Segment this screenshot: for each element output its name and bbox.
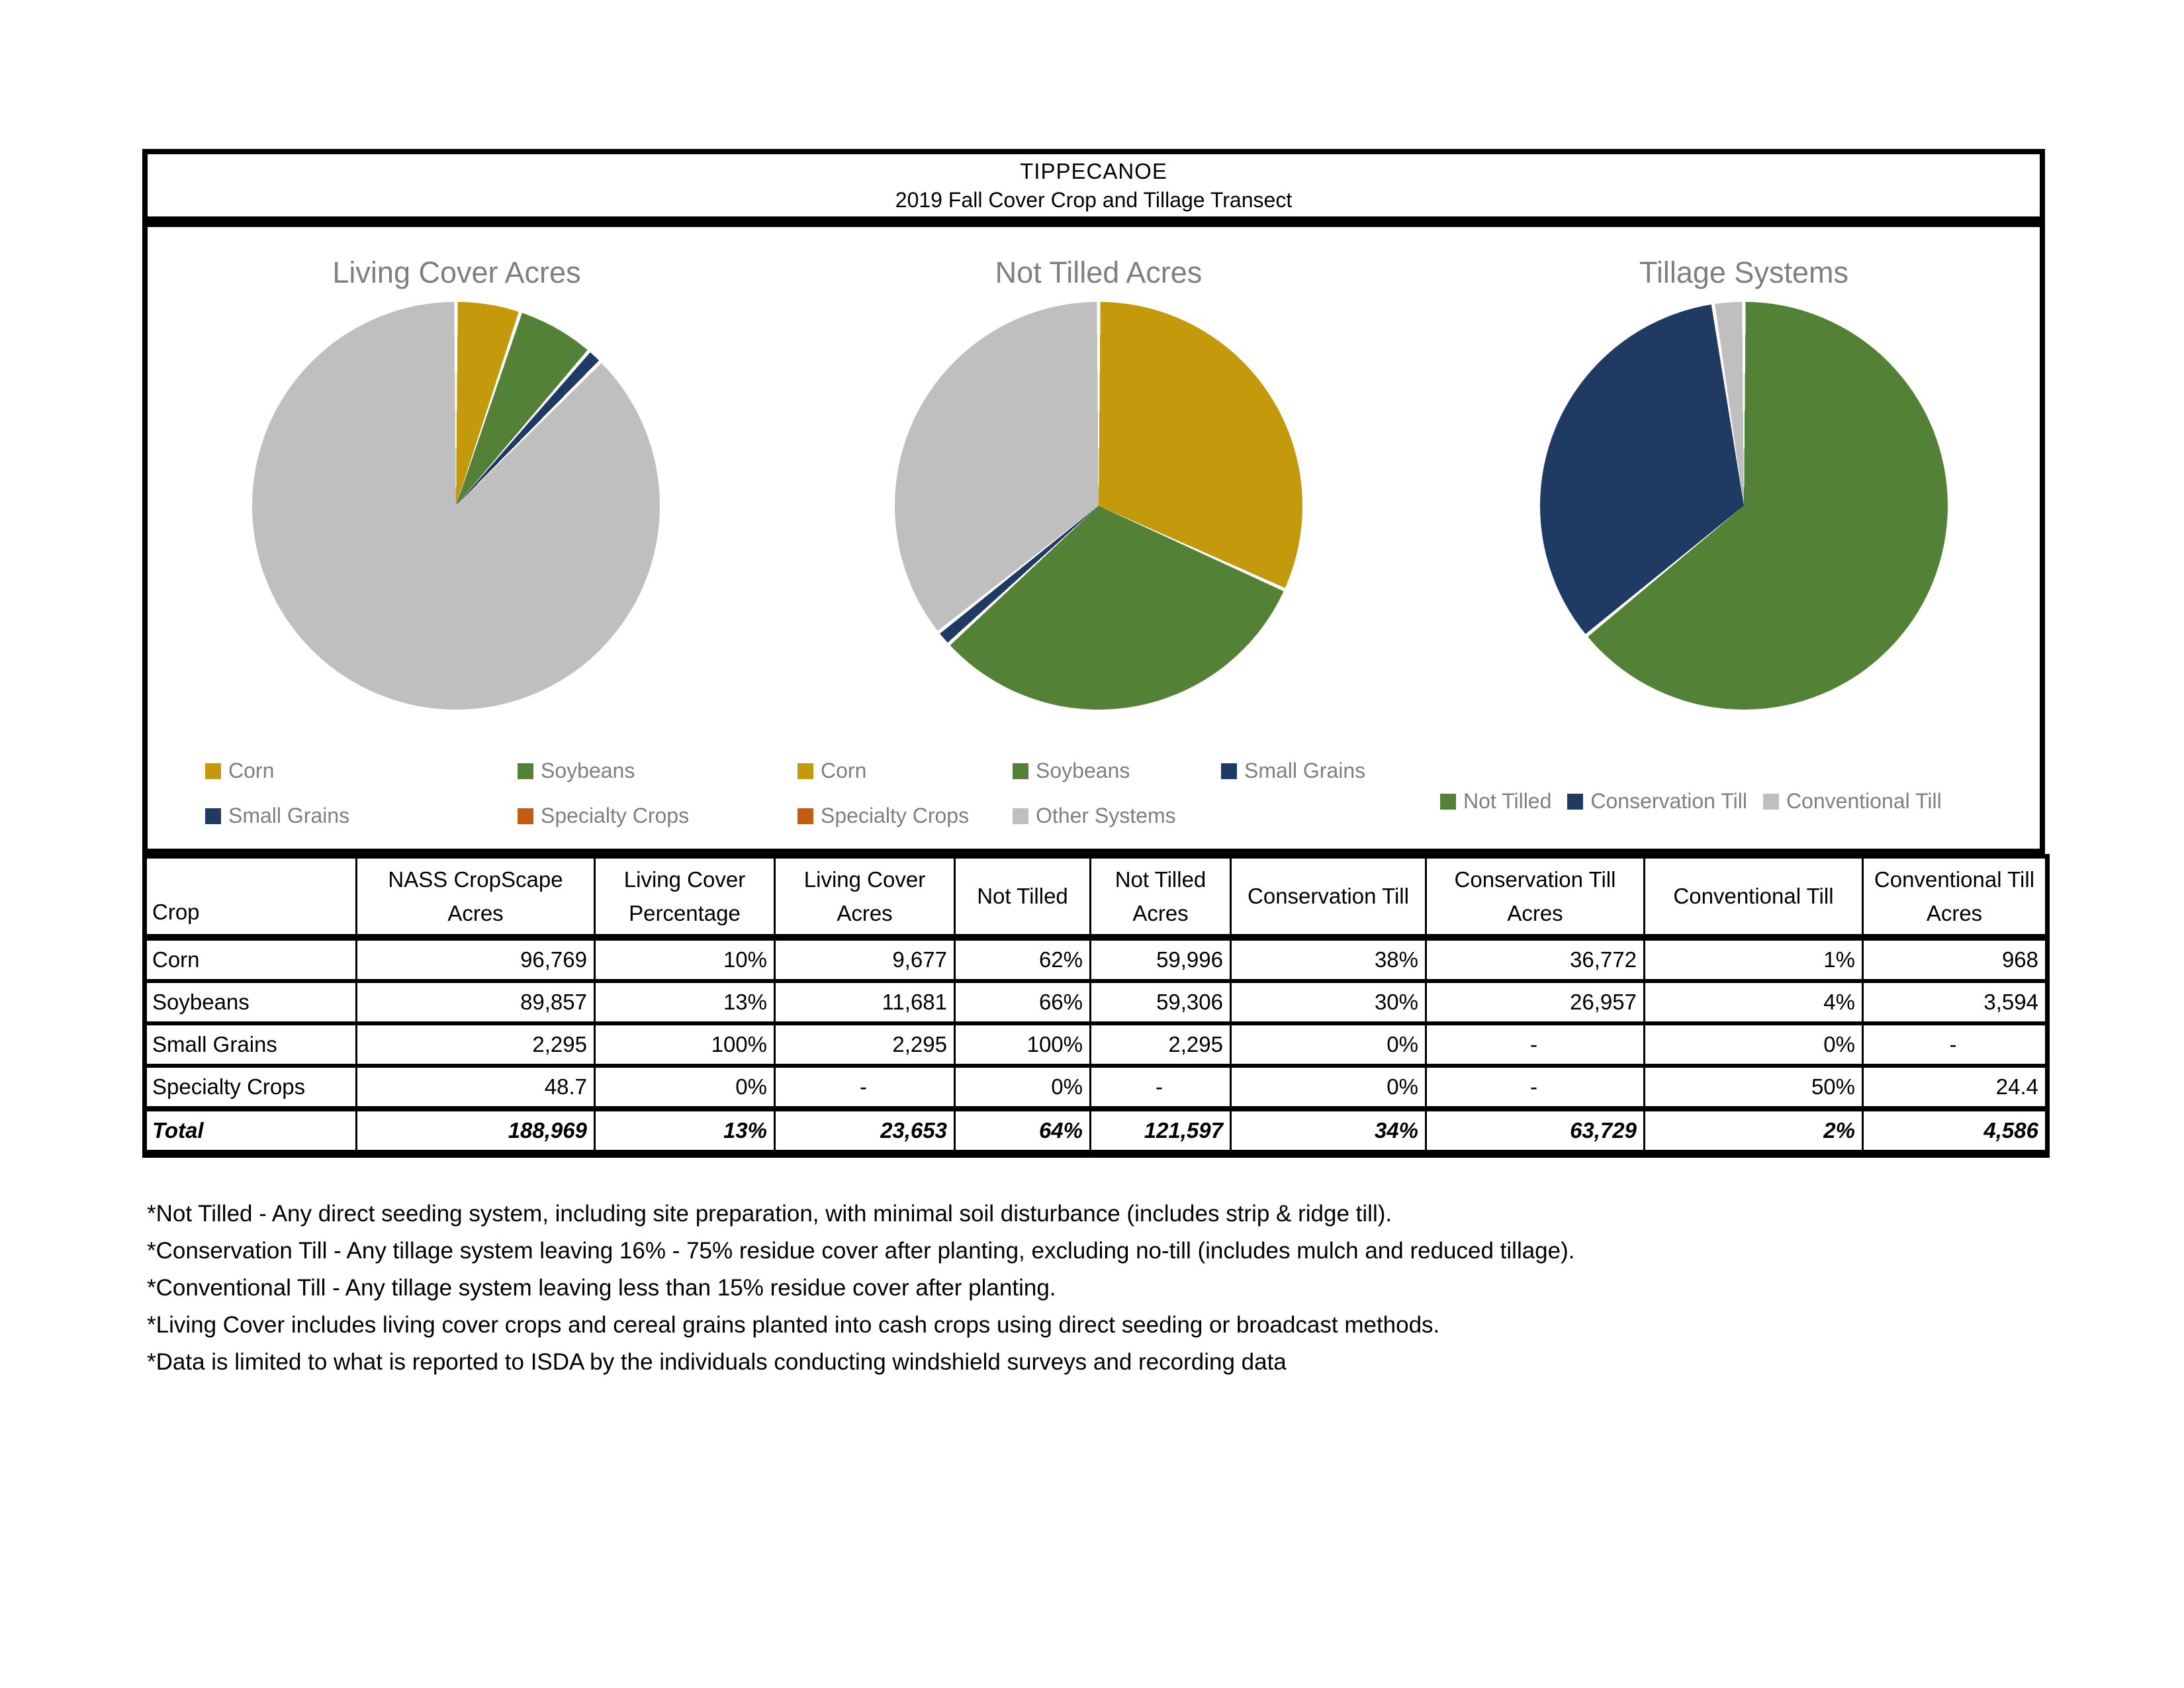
table-cell: Soybeans [145,981,357,1023]
table-header-cell: Not Tilled [955,857,1091,938]
table-header-cell: Conventional Till [1645,857,1863,938]
legend-not-tilled-row1 [797,759,1365,783]
table-header-cell: Crop [145,857,357,938]
legend-item-corn [797,759,1013,783]
table-row [145,1066,2048,1109]
table-cell: Corn [145,937,357,981]
table-cell: 64% [955,1109,1091,1154]
table-cell: Small Grains [145,1023,357,1066]
legend-item-small-grains [1221,759,1365,783]
table-cell: - [1426,1023,1645,1066]
table-cell: 13% [595,981,775,1023]
legend-label: Soybeans [541,759,635,782]
footnote-line: *Conservation Till - Any tillage system leaving 16% - 75% residue cover after planting, excluding no-till (includes mulch and reduced tillage). [147,1238,1575,1264]
table-header-cell: Living Cover Acres [775,857,955,938]
table-cell: 26,957 [1426,981,1645,1023]
table-cell: 0% [955,1066,1091,1109]
table-cell: 3,594 [1863,981,2048,1023]
table-cell: 4,586 [1863,1109,2048,1154]
table-cell: 30% [1231,981,1426,1023]
footnote-line: *Not Tilled - Any direct seeding system, including site preparation, with minimal soil disturbance (includes strip & ridge till). [147,1201,1392,1227]
table-header-cell: Living Cover Percentage [595,857,775,938]
legend-tillage-systems-row [1440,789,1942,814]
legend-swatch-icon [1013,763,1028,779]
table-header-cell: Conventional Till Acres [1863,857,2048,938]
legend-swatch-icon [1013,808,1028,824]
table-cell: 9,677 [775,937,955,981]
legend-item-corn [205,759,518,783]
table-cell: 48.7 [357,1066,595,1109]
table-cell: 10% [595,937,775,981]
legend-label: Small Grains [1244,759,1366,782]
table-row [145,1023,2048,1066]
table-header-cell: Conservation Till Acres [1426,857,1645,938]
legend-swatch-icon [518,763,533,779]
legend-swatch-icon [797,763,813,779]
legend-swatch-icon [1567,794,1583,810]
table-cell: 11,681 [775,981,955,1023]
table-body [145,937,2048,1154]
table-cell: 1% [1645,937,1863,981]
table-cell: 2,295 [357,1023,595,1066]
footnote-line: *Living Cover includes living cover crops and cereal grains planted into cash crops using direct seeding or broadcast methods. [147,1312,1440,1338]
table-cell: 2% [1645,1109,1863,1154]
legend-label: Conventional Till [1786,789,1942,813]
footnote-line: *Data is limited to what is reported to ISDA by the individuals conducting windshield surveys and recording data [147,1349,1287,1375]
table-cell: Total [145,1109,357,1154]
table-header [145,857,2048,938]
chart-title-not-tilled: Not Tilled Acres [995,256,1203,289]
legend-item-specialty-crops [797,804,1013,828]
legend-living-cover-row2 [205,804,689,828]
pie-chart-not-tilled [895,302,1302,710]
chart-title-living-cover: Living Cover Acres [332,256,581,289]
table-cell: 50% [1645,1066,1863,1109]
legend-label: Corn [821,759,867,782]
legend-item-soybeans [518,759,635,783]
table-cell: 100% [595,1023,775,1066]
legend-not-tilled-row2 [797,804,1176,828]
legend-swatch-icon [1440,794,1456,810]
table-cell: - [1863,1023,2048,1066]
table-cell: 34% [1231,1109,1426,1154]
pie-chart-living-cover [252,302,660,710]
table-cell: 188,969 [357,1109,595,1154]
legend-item-small-grains [205,804,518,828]
table-cell: Specialty Crops [145,1066,357,1109]
table-cell: 62% [955,937,1091,981]
table-cell: - [1091,1066,1231,1109]
table-header-cell: Conservation Till [1231,857,1426,938]
table-cell: 89,857 [357,981,595,1023]
report-subtitle: 2019 Fall Cover Crop and Tillage Transect [895,187,1293,212]
table-header-cell: NASS CropScape Acres [357,857,595,938]
legend-swatch-icon [205,808,221,824]
legend-label: Specialty Crops [821,804,970,827]
table-cell: - [1426,1066,1645,1109]
report-header [142,149,2045,222]
table-cell: 968 [1863,937,2048,981]
table-total-row [145,1109,2048,1154]
legend-item-specialty-crops [518,804,689,828]
table-cell: 59,306 [1091,981,1231,1023]
legend-label: Not Tilled [1463,789,1552,813]
table-cell: 0% [1645,1023,1863,1066]
table-cell: 100% [955,1023,1091,1066]
table-cell: 121,597 [1091,1109,1231,1154]
table-row [145,981,2048,1023]
footnote-line: *Conventional Till - Any tillage system leaving less than 15% residue cover after planting. [147,1275,1056,1301]
table-cell: 63,729 [1426,1109,1645,1154]
table-cell: 66% [955,981,1091,1023]
legend-swatch-icon [1221,763,1237,779]
legend-living-cover-row1 [205,759,635,783]
chart-title-tillage-systems: Tillage Systems [1639,256,1848,289]
table-cell: 0% [1231,1023,1426,1066]
table-cell: 24.4 [1863,1066,2048,1109]
table-cell: 38% [1231,937,1426,981]
data-table [142,854,2050,1158]
table-row [145,937,2048,981]
legend-item-not-tilled [1440,789,1551,814]
table-cell: 23,653 [775,1109,955,1154]
pie-chart-tillage-systems [1540,302,1948,710]
table-cell: 2,295 [775,1023,955,1066]
footnotes [147,1196,2066,1381]
table-cell: 59,996 [1091,937,1231,981]
table-header-row [145,857,2048,938]
table-cell: 2,295 [1091,1023,1231,1066]
legend-label: Corn [228,759,275,782]
table-cell: 0% [1231,1066,1426,1109]
county-title: TIPPECANOE [1020,158,1167,183]
legend-item-conventional-till [1763,789,1942,814]
table-cell: 4% [1645,981,1863,1023]
legend-swatch-icon [1763,794,1779,810]
table-cell: 0% [595,1066,775,1109]
legend-item-other-systems [1013,804,1176,828]
legend-label: Small Grains [228,804,350,827]
legend-label: Specialty Crops [541,804,690,827]
legend-item-conservation-till [1567,789,1747,814]
legend-swatch-icon [797,808,813,824]
table-cell: 13% [595,1109,775,1154]
table-cell: 36,772 [1426,937,1645,981]
legend-swatch-icon [518,808,533,824]
legend-label: Other Systems [1036,804,1176,827]
table-cell: 96,769 [357,937,595,981]
legend-label: Soybeans [1036,759,1130,782]
legend-label: Conservation Till [1590,789,1747,813]
legend-item-soybeans [1013,759,1221,783]
table-header-cell: Not Tilled Acres [1091,857,1231,938]
legend-swatch-icon [205,763,221,779]
table-cell: - [775,1066,955,1109]
